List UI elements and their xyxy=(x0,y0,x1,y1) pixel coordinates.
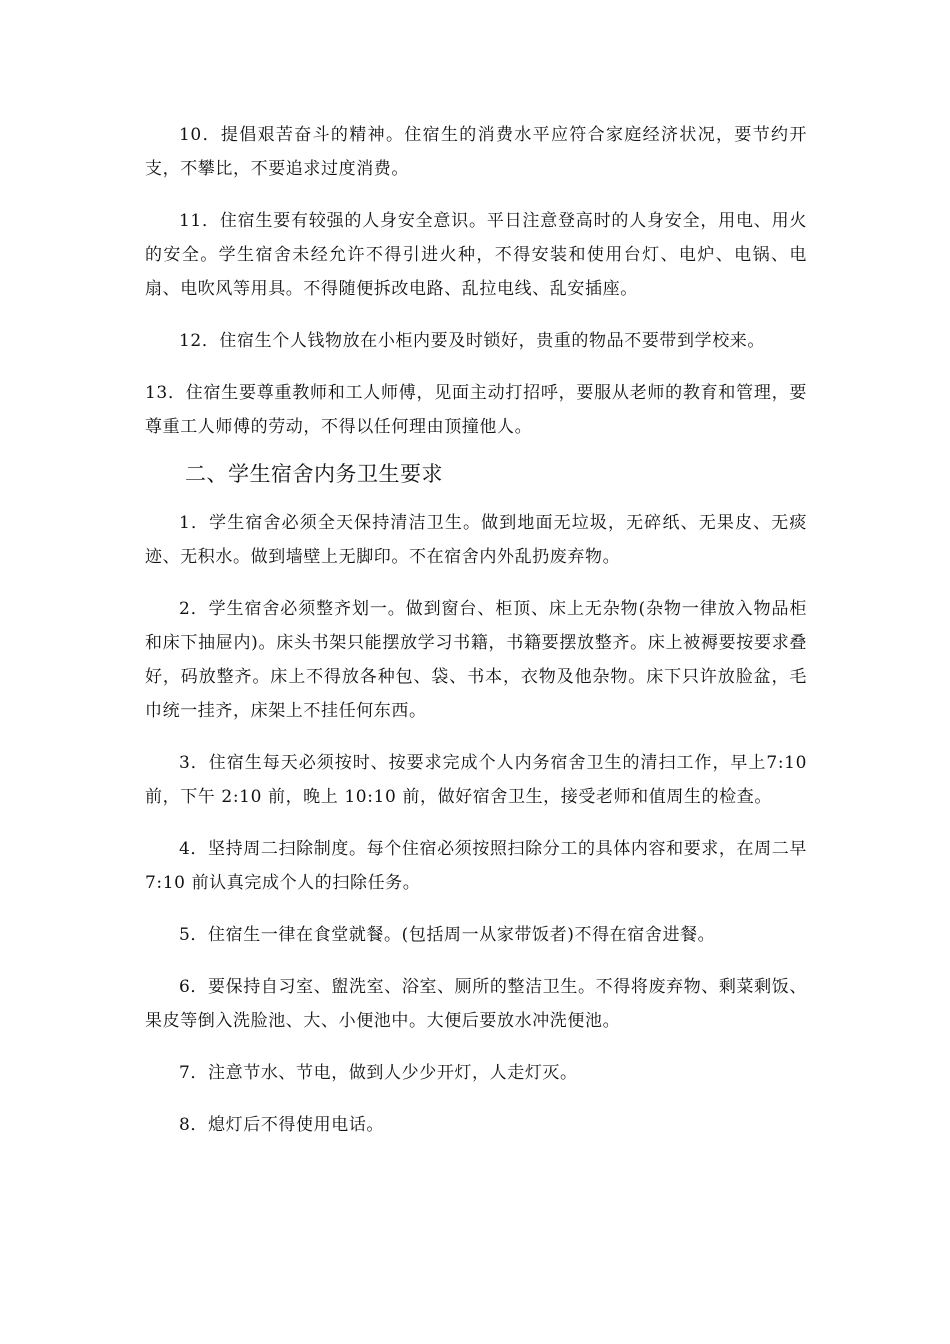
hygiene-paragraph-6: 6．要保持自习室、盥洗室、浴室、厕所的整洁卫生。不得将废弃物、剩菜剩饭、果皮等倒入洗脸池、大、小便池中。大便后要放水冲洗便池。 xyxy=(145,977,807,1031)
paragraph-spacer xyxy=(145,186,807,204)
paragraph-spacer xyxy=(145,900,807,918)
rule-paragraph-11: 11．住宿生要有较强的人身安全意识。平日注意登高时的人身安全，用电、用火的安全。学生宿舍未经允许不得引进火种，不得安装和使用台灯、电炉、电锅、电扇、电吹风等用具。不得随便拆改电路、乱拉电线、乱安插座。 xyxy=(145,211,807,299)
paragraph-spacer xyxy=(145,574,807,592)
paragraph-spacer xyxy=(145,494,807,506)
hygiene-paragraph-2: 2．学生宿舍必须整齐划一。做到窗台、柜顶、床上无杂物(杂物一律放入物品柜和床下抽屉内)。床头书架只能摆放学习书籍，书籍要摆放整齐。床上被褥要按要求叠好，码放整齐。床上不得放各种包、袋、书本，衣物及他杂物。床下只许放脸盆，毛巾统一挂齐，床架上不挂任何东西。 xyxy=(145,599,807,721)
paragraph-spacer xyxy=(145,814,807,832)
rule-paragraph-10: 10．提倡艰苦奋斗的精神。住宿生的消费水平应符合家庭经济状况，要节约开支，不攀比，不要追求过度消费。 xyxy=(145,125,807,179)
hygiene-paragraph-5: 5．住宿生一律在食堂就餐。(包括周一从家带饭者)不得在宿舍进餐。 xyxy=(179,925,716,945)
paragraph-spacer xyxy=(145,306,807,324)
paragraph-spacer xyxy=(145,952,807,970)
hygiene-paragraph-7: 7．注意节水、节电，做到人少少开灯，人走灯灭。 xyxy=(179,1063,578,1083)
hygiene-paragraph-3: 3．住宿生每天必须按时、按要求完成个人内务宿舍卫生的清扫工作，早上7:10 前，下午 2:10 前，晚上 10:10 前，做好宿舍卫生，接受老师和值周生的检查。 xyxy=(145,753,807,807)
rule-paragraph-12: 12．住宿生个人钱物放在小柜内要及时锁好，贵重的物品不要带到学校来。 xyxy=(179,331,766,351)
paragraph-spacer xyxy=(145,358,807,376)
section-heading: 二、学生宿舍内务卫生要求 xyxy=(185,462,443,486)
paragraph-spacer xyxy=(145,444,807,454)
hygiene-paragraph-4: 4．坚持周二扫除制度。每个住宿必须按照扫除分工的具体内容和要求，在周二早 7:10 前认真完成个人的扫除任务。 xyxy=(145,839,807,893)
paragraph-spacer xyxy=(145,1038,807,1056)
paragraph-spacer xyxy=(145,1090,807,1108)
hygiene-paragraph-1: 1．学生宿舍必须全天保持清洁卫生。做到地面无垃圾，无碎纸、无果皮、无痰迹、无积水。做到墙壁上无脚印。不在宿舍内外乱扔废弃物。 xyxy=(145,513,807,567)
rule-paragraph-13: 13．住宿生要尊重教师和工人师傅，见面主动打招呼，要服从老师的教育和管理，要尊重工人师傅的劳动，不得以任何理由顶撞他人。 xyxy=(145,383,807,437)
document-body xyxy=(145,118,807,1142)
hygiene-paragraph-8: 8．熄灯后不得使用电话。 xyxy=(179,1115,385,1135)
paragraph-spacer xyxy=(145,728,807,746)
